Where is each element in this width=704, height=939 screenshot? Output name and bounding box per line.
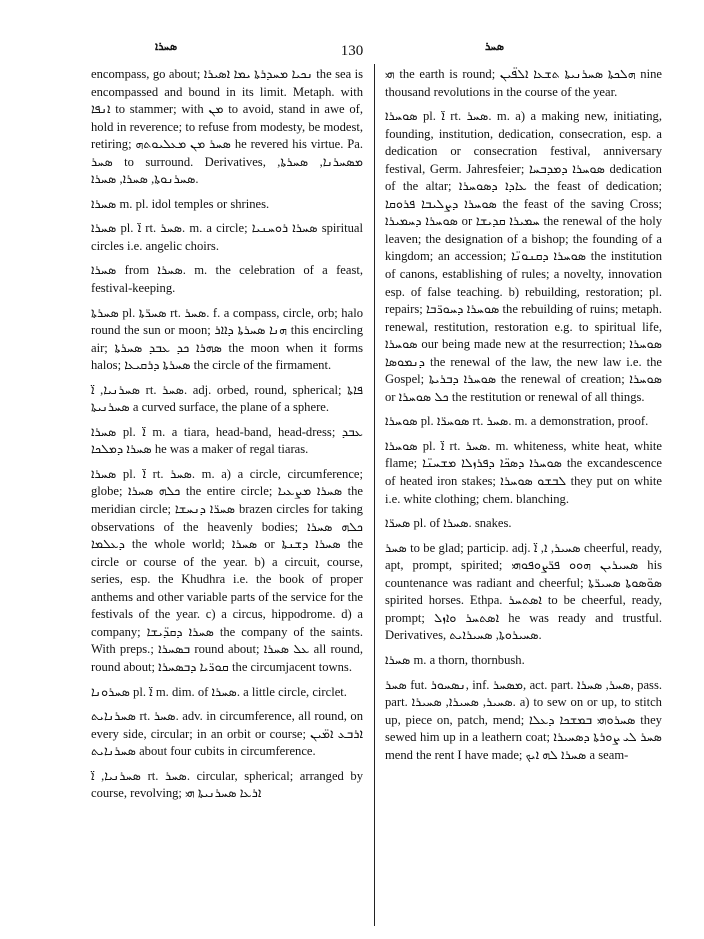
entry: ܣܚܪ to be glad; particip. adj. ܣܚܝܪ, ܐ, ܐ̈ cheerful, ready, apt, prompt, spirited; ܣܚܝܪܝܢ ܗܘܘ ܦܪ̈ܨܘܦܘܗܝ his countenance was radiant and cheerful; ܣܘ̈ܣܘܬܐ ܣܚܝܪ̈ܬܐ spirited horses. Ethpa. ܐܣܬܚܪ to be cheerful, ready, prompt; ܐܣܬܚܪ ܘܐܙܠ he was ready and trustful. Derivatives, ܣܚܝܪܘܬܐ, ܣܚܝܪܐܝܬ.	[385, 540, 663, 643]
entry: ܣܚܪܘܢܐ pl. ܐ̈ m. dim. of ܣܚܪܐ. a little circle, circlet.	[91, 684, 347, 699]
entry: ܣܚܪܐ pl. ܐ̈ rt. ܣܚܪ. m. a circle; ܣܚܪܐ ܪܘܚܢܝܐ spiritual circles i.e. angelic choirs.	[91, 221, 363, 253]
left-column	[91, 66, 363, 803]
entry: ܣܘܚܪܐ pl. ܣܘܚܪ̈ܐ rt. ܣܚܪ. m. a demonstration, proof.	[385, 414, 649, 429]
page-number: 130	[340, 43, 364, 59]
entry: ܣܚܪ̈ܐ pl. of ܣܚܪܐ. snakes.	[385, 516, 512, 531]
entry: ܣܚܪ fut. ܢܣܚܘܪ, inf. ܡܣܚܪ, act. part. ܣܚܪ, ܣܚܪܐ, pass. part. ܣܚܝܪ, ܣܚܝܪܐ, ܣܚܝܪܐ. a) to sew on or up, to stitch up, piece on, patch, mend; ܣܚܪܘܗܝ ܒܡܫܟܐ ܕܥܠܐ they sewed him up in a leathern coat; ܣܚܪ ܠܝ ܨܘܪܬܐ ܕܣܚܝܪܐ mend the rent I have made; ܣܚܪܐ ܠܗ ܐܝܟ a seam-	[385, 677, 662, 762]
column-divider	[374, 64, 375, 926]
entry: encompass, go about; ܢܟܝܐ ܡܚܕܪܬܐ ܝܡܐ ܐܣܝܪܐ the sea is encompassed and bound in its limit. Metaph. with ܐܢܦܐ to stammer; with ܡܢ to avoid, stand in awe of, hold in reverence; to refuse from modesty, be modest, retiring; ܣܚܪ ܡܢ ܡܥܠܝܘܬܗ he revered his virtue. Pa. ܣܚܪ to surround. Derivatives, ܡܣܚܪܢܐ, ܣܚܪܬܐ, ܣܚܪܢܘܬܐ, ܣܚܪܐ, ܣܚܪܐ.	[91, 67, 364, 187]
right-column	[385, 66, 662, 764]
entry: ܣܘܚܪܐ pl. ܐ̈ rt. ܣܚܪ. m. a) a making new, initiating, founding, institution, dedication, consecration, esp. a dedication or consecration festival, anniversary festival, Germ. Jahresfeier; ܣܘܚܪܐ ܕܡܕܒܚܐ dedication of the altar; ܥܐܕܐ ܕܣܘܚܪܐ the feast of dedication; ܣܘܚܪܐ ܕܨܠܝܒܐ ܦܪܘܩܐ the feast of the saving Cross; ܣܘܚܪܐ ܕܚܡܝܪܐ or ܚܡܝܪܐ ܩܕܝܫܐ the renewal of the holy leaven; the designation of a bishop; the founding of a kingdom; an accession; ܣܘܚܪܐ ܕܩܢܘܢ̈ܐ the institution of canons, establishing of rules; a novelty, innovation esp. of false teaching. b) rebuilding, restoration; pl. repairs; ܣܘܚܪܐ ܕܚܘܪ̈ܒܐ the rebuilding of ruins; metaph. renewal, restitution, restoration e.g. to spiritual life, ܣܘܚܪܐ our being made new at the resurrection; ܣܘܚܪܐ ܕܢܡܘܣܐ the renewal of the law, the new law i.e. the Gospel; ܣܘܚܪܐ ܕܒܪܝܬܐ the renewal of creation; ܣܘܚܪܐ or ܟܠ ܣܘܚܪܐ the restitution or renewal of all things.	[385, 109, 663, 404]
entry: ܣܚܪܢܝܐ, ܐ̈ rt. ܣܚܪ. adj. orbed, round, spherical; ܦܐܬܐ ܣܚܪܢܝܬܐ a curved surface, the plane of a sphere.	[91, 382, 364, 415]
entry: ܣܚܪܐ pl. ܐ̈ m. a tiara, head-band, head-dress; ܥܒܕ ܣܚܪܐ ܕܡܠܟܐ he was a maker of regal tiaras.	[91, 424, 364, 457]
entry: ܣܚܪܐ from ܣܚܪܐ. m. the celebration of a feast, festival-keeping.	[91, 263, 363, 296]
entry: ܣܚܪܐ pl. ܐ̈ rt. ܣܚܪ. m. a) a circle, circumference; globe; ܟܠܗ ܣܚܪܐ the entire circle; ܣܚܪܐ ܡܨܥܝܐ the meridian circle; ܣܚܪ̈ܐ ܕܢܚܫܐ brazen circles for taking observations of the heavenly bodies; ܟܠܗ ܣܚܪܐ ܕܥܠܡܐ the whole world; ܣܚܪܐ or ܣܚܪܐ ܕܫܢܬܐ the circle or course of the year. b) a circuit, course, series, esp. the Khudhra i.e. the book of proper anthems and other variable parts of the service for the festivals of the year. c) a circus, hippodrome. d) a company; ܣܚܪܐ ܕܩܕ̈ܝܫܐ the company of the saints. With preps.; ܒܣܚܪܐ round about; ܥܠ ܣܚܪܐ all round, round about; ܩܘܪ̈ܝܐ ܕܒܣܚܪܐ the circumjacent towns.	[91, 466, 364, 674]
running-head-left: ܣܚܪܐ	[155, 40, 178, 53]
entry: ܣܚܪܬܐ pl. ܣܚܪ̈ܬܐ rt. ܣܚܪ. f. a compass, circle, orb; halo round the sun or moon; ܗܢܐ ܣܚܪܬܐ ܕܐܐܪ this encircling air; ܣܗܪܐ ܟܕ ܥܒܕ ܣܚܪܬܐ the moon when it forms halos; ܣܚܪܬܐ ܕܪܩܝܥܐ the circle of the firmament.	[91, 305, 364, 373]
entry: ܣܚܪܐ m. a thorn, thornbush.	[385, 652, 525, 667]
entry: ܣܚܪܢܝܐ, ܐ̈ rt. ܣܚܪ. circular, spherical; arranged by course, revolving; ܐܪܥܐ ܣܚܪܢܝܬܐ ܗܝ	[91, 768, 364, 801]
entry: ܣܚܪܐ m. pl. idol temples or shrines.	[91, 196, 270, 211]
running-head-right: ܣܚܪ	[485, 40, 505, 53]
entry: ܣܘܚܪܐ pl. ܐ̈ rt. ܣܚܪ. m. whiteness, white heat, white flame; ܣܘܚܪܐ ܕܣܟ̈ܐ ܕܦܪܙܠܐ ܡܫܚܢ̈ܐ the excandescence of heated iron stakes; ܠܒܫܘ ܣܘܚܪܐ they put on white i.e. white clothing; chem. blanching.	[385, 438, 663, 506]
entry: ܣܚܪܢܐܝܬ rt. ܣܚܪ. adv. in circumference, all round, on every side, circular; in an orbit or course; ܐܪܒܥ ܐܡ̈ܝܢ ܣܚܪܢܐܝܬ about four cubits in circumference.	[91, 709, 364, 759]
entry: ܗܝ the earth is round; ܗܠܟܬܐ ܣܚܪܢܝܬܐ ܬܫܥܐ ܐܠܦ̈ܝܢ nine thousand revolutions in the course of the year.	[385, 67, 662, 99]
